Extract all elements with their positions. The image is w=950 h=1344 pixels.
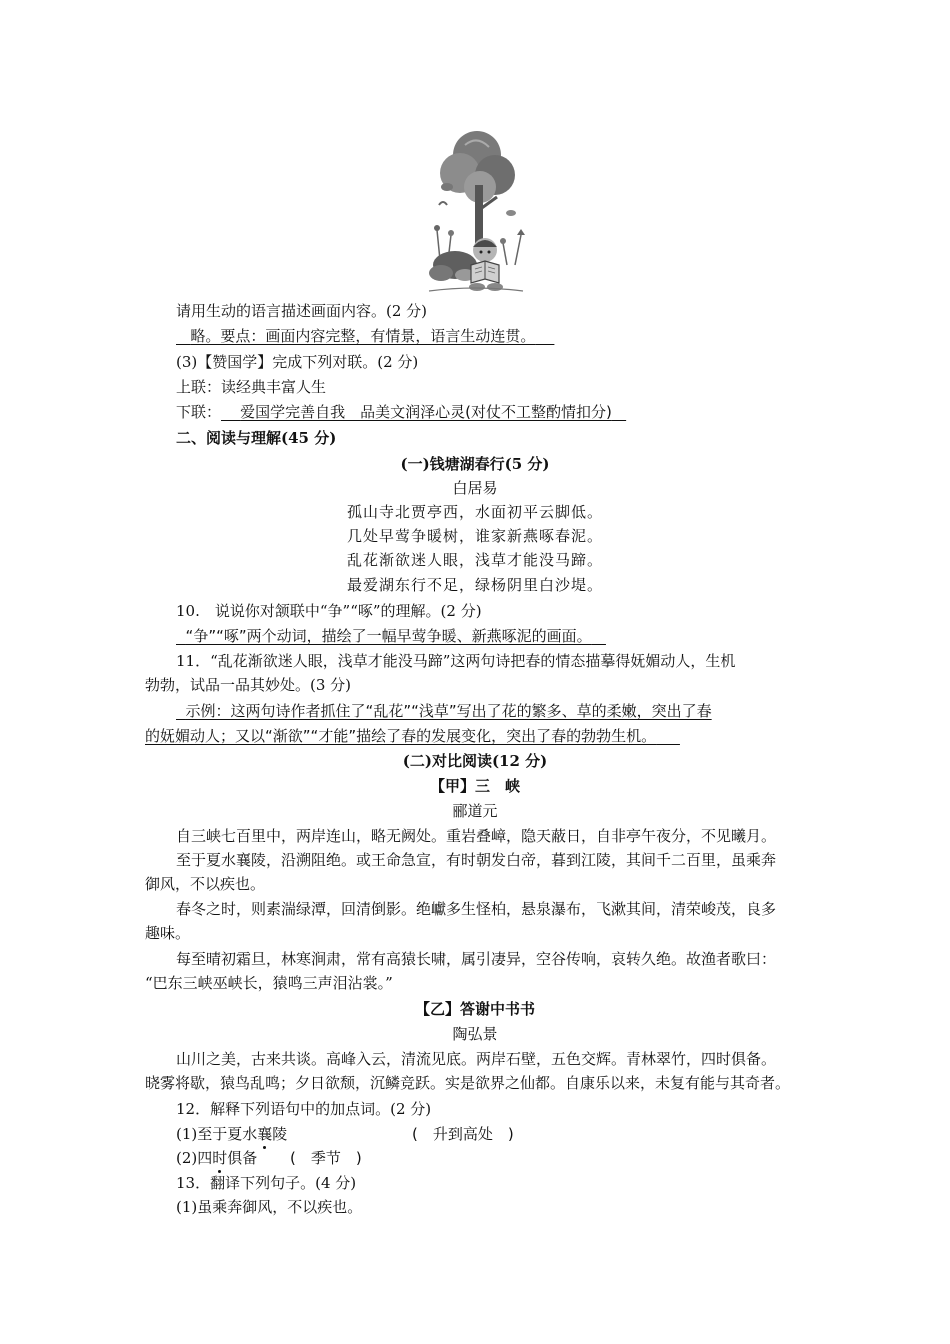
poem-author: 白居易 — [452, 479, 498, 497]
couplet-prompt: (3)【赞国学】完成下列对联。(2 分) — [176, 353, 419, 371]
q13-item1: (1)虽乘奔御风，不以疾也。 — [176, 1198, 363, 1216]
couplet-lower — [176, 402, 626, 422]
text-jia-paragraph: 御风，不以疾也。 — [145, 875, 266, 893]
describe-answer: 略。要点：画面内容完整，有情景，语言生动连贯。 — [190, 327, 536, 345]
poem-heading: (一)钱塘湖春行(5 分) — [400, 455, 550, 473]
q12-item1: (1)至于夏水襄陵 — [176, 1125, 288, 1143]
text-jia-paragraph: 至于夏水襄陵，沿溯阻绝。或王命急宣，有时朝发白帝，暮到江陵，其间千二百里，虽乘奔 — [176, 851, 777, 869]
q11-prompt-line2: 勃勃，试品一品其妙处。(3 分) — [145, 676, 352, 694]
text-jia-title: 【甲】三 峡 — [429, 777, 520, 795]
text-yi-paragraph: 晓雾将歇，猿鸟乱鸣；夕日欲颓，沉鳞竞跃。实是欲界之仙都。自康乐以来，未复有能与其奇者。 — [145, 1074, 791, 1092]
poem-line: 最爱湖东行不足，绿杨阴里白沙堤。 — [346, 576, 603, 594]
poem-line: 孤山寺北贾亭西，水面初平云脚低。 — [346, 503, 603, 521]
poem-line: 乱花渐欲迷人眼，浅草才能没马蹄。 — [346, 551, 603, 569]
emphasis-dot-word: 时 — [212, 1149, 228, 1167]
q12-prompt: 12．解释下列语句中的加点词。(2 分) — [176, 1100, 432, 1118]
child-reading-under-tree-illustration — [425, 125, 525, 300]
text-yi-paragraph: 山川之美，古来共谈。高峰入云，清流见底。两岸石壁，五色交辉。青林翠竹，四时俱备。 — [176, 1050, 777, 1068]
couplet-lower-answer: 爱国学完善自我 品美文润泽心灵(对仗不工整酌情扣分) — [240, 403, 612, 421]
section-title-reading: 二、阅读与理解(45 分) — [176, 429, 337, 447]
q12-item1-answer: ( 升到高处 ) — [412, 1125, 514, 1143]
couplet-upper: 上联：读经典丰富人生 — [176, 378, 327, 396]
text-jia-paragraph: “巴东三峡巫峡长，猿鸣三声泪沾裳。” — [145, 974, 393, 992]
text-yi-author: 陶弘景 — [452, 1025, 498, 1043]
text-jia-author: 郦道元 — [452, 802, 498, 820]
couplet-lower-label: 下联： — [176, 403, 222, 421]
q11-answer-line1: 示例：这两句诗作者抓住了“乱花”“浅草”写出了花的繁多、草的柔嫩，突出了春 — [185, 702, 712, 720]
describe-prompt: 请用生动的语言描述画面内容。(2 分) — [176, 302, 428, 320]
q12-item2-answer: ( 季节 ) — [290, 1149, 362, 1167]
text-jia-paragraph: 自三峡七百里中，两岸连山，略无阙处。重岩叠嶂，隐天蔽日，自非亭午夜分，不见曦月。 — [176, 827, 777, 845]
text-jia-paragraph: 每至晴初霜旦，林寒涧肃，常有高猿长啸，属引凄异，空谷传响，哀转久绝。故渔者歌曰： — [176, 950, 777, 968]
q11-answer-line2: 的妩媚动人；又以“渐欲”“才能”描绘了春的发展变化，突出了春的勃勃生机。 — [145, 727, 657, 745]
text-jia-paragraph: 趣味。 — [145, 924, 191, 942]
text-jia-paragraph: 春冬之时，则素湍绿潭，回清倒影。绝巘多生怪柏，悬泉瀑布，飞漱其间，清荣峻茂，良多 — [176, 900, 777, 918]
text-yi-title: 【乙】答谢中书书 — [414, 1000, 535, 1018]
poem-line: 几处早莺争暖树，谁家新燕啄春泥。 — [346, 527, 603, 545]
q11-prompt-line1: 11．“乱花渐欲迷人眼，浅草才能没马蹄”这两句诗把春的情态描摹得妩媚动人，生机 — [176, 652, 736, 670]
emphasis-dot-word: 襄 — [257, 1125, 273, 1143]
comparison-heading: (二)对比阅读(12 分) — [402, 752, 548, 770]
q13-prompt: 13．翻译下列句子。(4 分) — [176, 1174, 357, 1192]
q10-prompt: 10. 说说你对颔联中“争”“啄”的理解。(2 分) — [176, 602, 482, 620]
q12-item2: (2)四时俱备 — [176, 1149, 258, 1167]
q10-answer: “争”“啄”两个动词，描绘了一幅早莺争暖、新燕啄泥的画面。 — [185, 627, 592, 645]
